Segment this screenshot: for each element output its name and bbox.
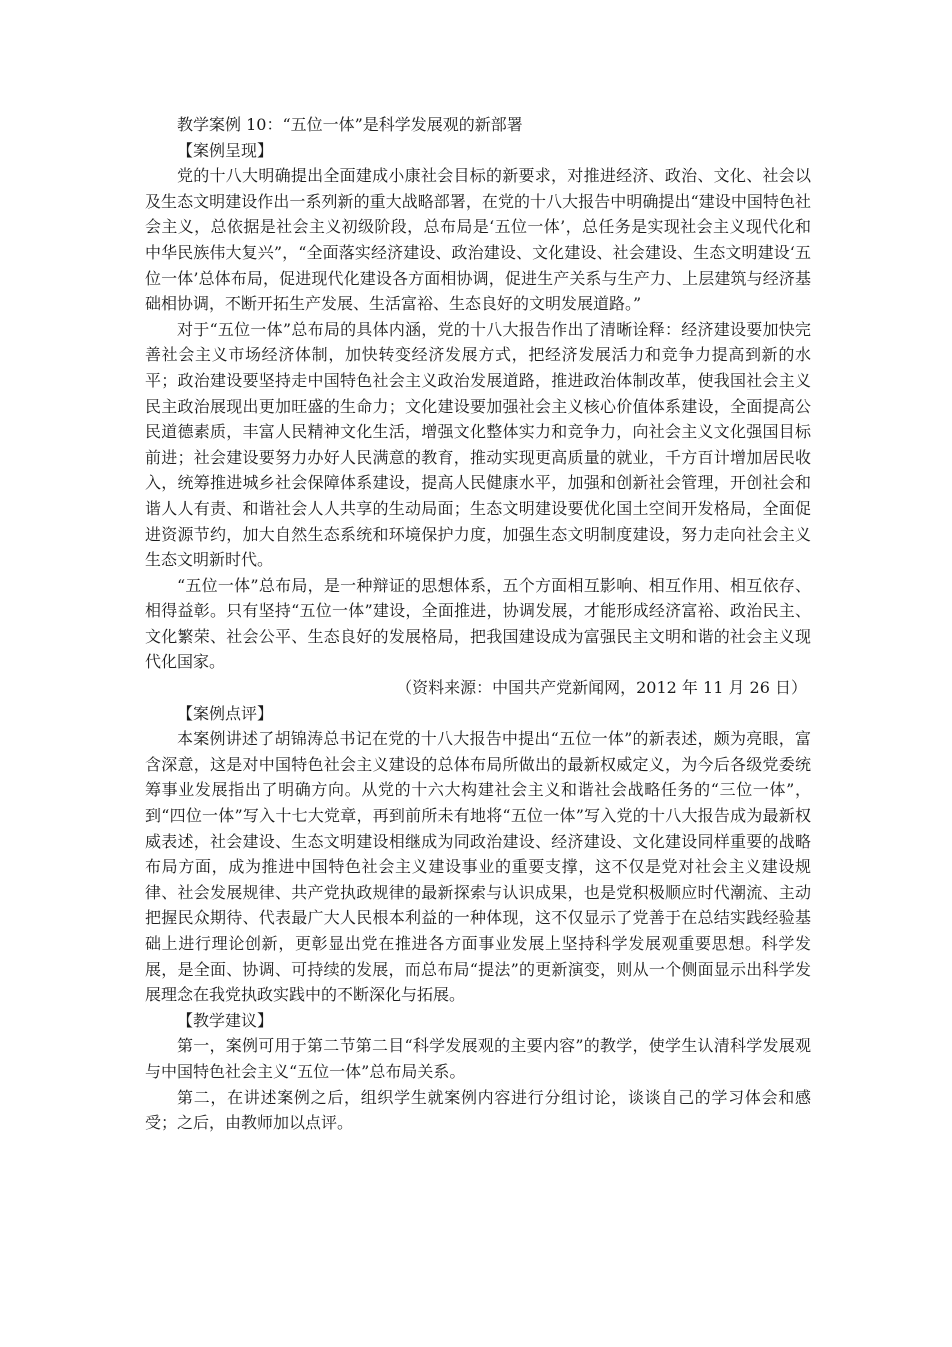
section-heading-presentation: 【案例呈现】 — [177, 140, 274, 160]
paragraph: 第一，案例可用于第二节第二目“科学发展观的主要内容”的教学，使学生认清科学发展观与中国特色社会主义“五位一体”总布局关系。 — [145, 1036, 811, 1081]
paragraph: “五位一体”总布局，是一种辩证的思想体系，五个方面相互影响、相互作用、相互依存、相得益彰。只有坚持“五位一体”建设，全面推进，协调发展，才能形成经济富裕、政治民主、文化繁荣、社会公平、生态良好的发展格局，把我国建设成为富强民主文明和谐的社会主义现代化国家。 — [145, 575, 811, 672]
paragraph: 第二，在讲述案例之后，组织学生就案例内容进行分组讨论，谈谈自己的学习体会和感受；之后，由教师加以点评。 — [145, 1087, 811, 1133]
case-title: 教学案例 10：“五位一体”是科学发展观的新部署 — [177, 115, 523, 134]
source-citation: （资料来源：中国共产党新闻网，2012 年 11 月 26 日） — [396, 678, 807, 698]
section-review — [145, 701, 811, 1008]
section-heading-suggestions: 【教学建议】 — [177, 1010, 274, 1030]
paragraph: 本案例讲述了胡锦涛总书记在党的十八大报告中提出“五位一体”的新表述，颇为亮眼，富含深意，这是对中国特色社会主义建设的总体布局所做出的最新权威定义，为今后各级党委统筹事业发展指出了明确方向。从党的十六大构建社会主义和谐社会战略任务的“三位一体”，到“四位一体”写入十七大党章，再到前所未有地将“五位一体”写入党的十八大报告成为最新权威表述，社会建设、生态文明建设相继成为同政治建设、经济建设、文化建设同样重要的战略布局方面，成为推进中国特色社会主义建设事业的重要支撑，这不仅是党对社会主义建设规律、社会发展规律、共产党执政规律的最新探索与认识成果，也是党积极顺应时代潮流、主动把握民众期待、代表最广大人民根本利益的一种体现，这不仅显示了党善于在总结实践经验基础上进行理论创新，更彰显出党在推进各方面事业发展上坚持科学发展观重要思想。科学发展，是全面、协调、可持续的发展，而总布局“提法”的更新演变，则从一个侧面显示出科学发展理念在我党执政实践中的不断深化与拓展。 — [145, 729, 811, 1005]
section-heading-review: 【案例点评】 — [177, 703, 274, 723]
document-page — [145, 112, 811, 1136]
section-presentation — [145, 138, 811, 701]
paragraph: 对于“五位一体”总布局的具体内涵，党的十八大报告作出了清晰诠释：经济建设要加快完善社会主义市场经济体制，加快转变经济发展方式，把经济发展活力和竞争力提高到新的水平；政治建设要坚持走中国特色社会主义政治发展道路，推进政治体制改革，使我国社会主义民主政治展现出更加旺盛的生命力；文化建设要加强社会主义核心价值体系建设，全面提高公民道德素质，丰富人民精神文化生活，增强文化整体实力和竞争力，向社会主义文化强国目标前进；社会建设要努力办好人民满意的教育，推动实现更高质量的就业，千方百计增加居民收入，统筹推进城乡社会保障体系建设，提高人民健康水平，加强和创新社会管理，开创社会和谐人人有责、和谐社会人人共享的生动局面；生态文明建设要优化国土空间开发格局，全面促进资源节约，加大自然生态系统和环境保护力度，加强生态文明制度建设，努力走向社会主义生态文明新时代。 — [145, 319, 811, 570]
paragraph: 党的十八大明确提出全面建成小康社会目标的新要求，对推进经济、政治、文化、社会以及生态文明建设作出一系列新的重大战略部署，在党的十八大报告中明确提出“建设中国特色社会主义，总依据是社会主义初级阶段，总布局是‘五位一体’，总任务是实现社会主义现代化和中华民族伟大复兴”，“全面落实经济建设、政治建设、文化建设、社会建设、生态文明建设‘五位一体’总体布局，促进现代化建设各方面相协调，促进生产关系与生产力、上层建筑与经济基础相协调，不断开拓生产发展、生活富裕、生态良好的文明发展道路。” — [145, 166, 811, 314]
section-suggestions — [145, 1008, 811, 1136]
